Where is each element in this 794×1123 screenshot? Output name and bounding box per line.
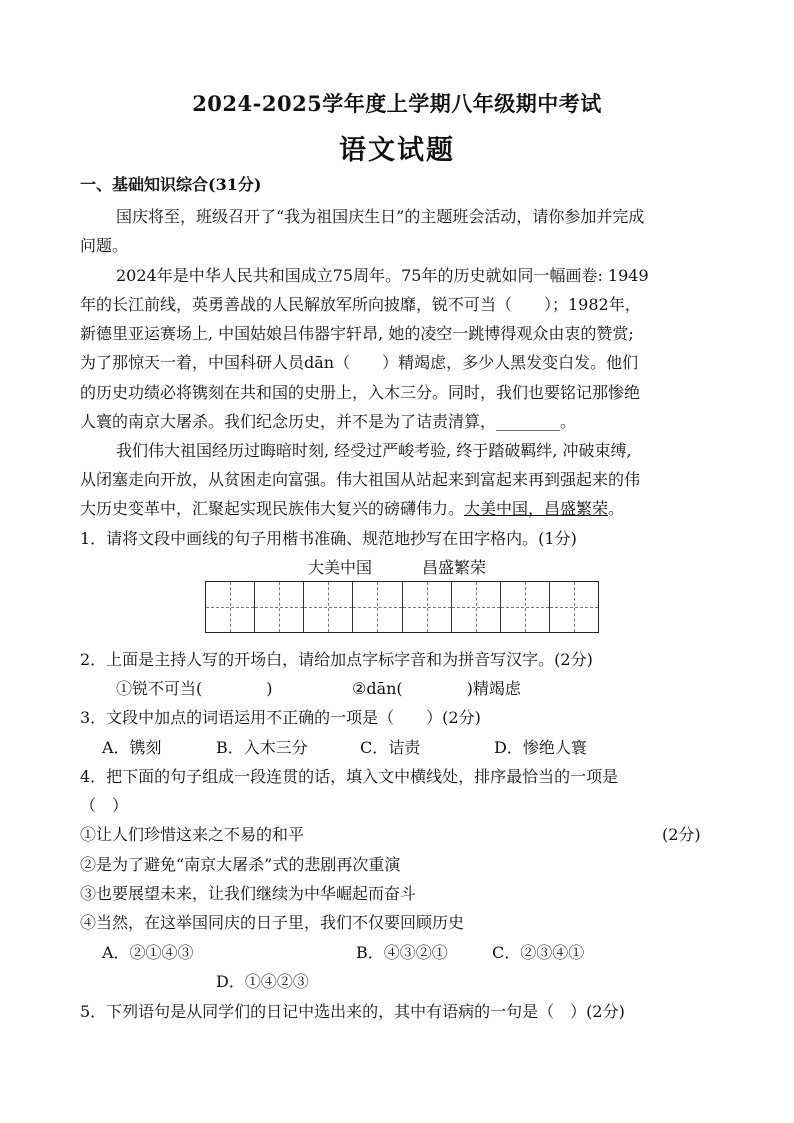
para2-line-1: 我们伟大祖国经历过晦暗时刻, 经受过严峻考验, 终于踏破羁绊, 冲破束缚, xyxy=(116,441,632,460)
exam-title: 2024-2025学年度上学期八年级期中考试 xyxy=(192,91,602,116)
question-1: 1．请将文段中画线的句子用楷书准确、规范地抄写在田字格内。(1分) xyxy=(80,529,577,548)
grid-cell[interactable] xyxy=(452,582,501,632)
q4-score: (2分) xyxy=(662,825,701,844)
para2-end: 。 xyxy=(608,499,625,518)
underlined-sentence: 大美中国，昌盛繁荣 xyxy=(464,499,609,518)
grid-cell[interactable] xyxy=(206,582,255,632)
q3-option-c: C．诘责 xyxy=(360,738,421,757)
q4-option-d: D．①④②③ xyxy=(216,972,309,991)
q4-sentence-3: ③也要展望未来，让我们继续为中华崛起而奋斗 xyxy=(80,884,417,903)
question-2: 2．上面是主持人写的开场白，请给加点字标字音和为拼音写汉字。(2分) xyxy=(80,650,593,669)
q3-option-b: B．入木三分 xyxy=(216,738,308,757)
para1-line-1: 2024年是中华人民共和国成立75周年。75年的历史就如同一幅画卷: 1949 xyxy=(116,266,649,285)
subject-title: 语文试题 xyxy=(339,135,455,166)
grid-cell[interactable] xyxy=(255,582,304,632)
q4-bracket: （ ） xyxy=(80,796,129,815)
q4-sentence-1: ①让人们珍惜这来之不易的和平 xyxy=(80,825,305,844)
question-3: 3．文段中加点的词语运用不正确的一项是（ ）(2分) xyxy=(80,708,481,727)
intro-line-2: 问题。 xyxy=(80,236,129,255)
tianzige-grid[interactable] xyxy=(205,581,599,633)
q2-item-a: ①锐不可当( ) xyxy=(116,679,273,698)
para2-line-2: 从闭塞走向开放，从贫困走向富强。伟大祖国从站起来到富起来再到强起来的伟 xyxy=(80,470,641,489)
para1-line-3: 新德里亚运赛场上, 中国姑娘吕伟器宇轩昂, 她的凌空一跳博得观众由衷的赞赏; xyxy=(80,324,634,343)
grid-cell[interactable] xyxy=(403,582,452,632)
q4-option-c: C．②③④① xyxy=(492,943,585,962)
q4-sentence-2: ②是为了避免“南京大屠杀”式的悲剧再次重演 xyxy=(80,855,401,874)
q4-sentence-4: ④当然，在这举国同庆的日子里，我们不仅要回顾历史 xyxy=(80,913,465,932)
q4-option-b: B．④③②① xyxy=(356,943,448,962)
grid-cell[interactable] xyxy=(353,582,402,632)
q2-item-b: ②dān( )精竭虑 xyxy=(352,679,521,698)
para1-line-4: 为了那惊天一着，中国科研人员dān（ ）精竭虑，多少人黑发变白发。他们 xyxy=(80,353,639,372)
q3-option-d: D．惨绝人寰 xyxy=(494,738,587,757)
grid-cell[interactable] xyxy=(501,582,550,632)
intro-line-1: 国庆将至，班级召开了“我为祖国庆生日”的主题班会活动，请你参加并完成 xyxy=(116,207,645,226)
para1-line-6: 人寰的南京大屠杀。我们纪念历史，并不是为了诘责清算，________。 xyxy=(80,412,577,431)
grid-cell[interactable] xyxy=(304,582,353,632)
para1-line-2: 年的长江前线，英勇善战的人民解放军所向披靡，锐不可当（ ）；1982年， xyxy=(80,295,641,314)
section-heading: 一、基础知识综合(31分) xyxy=(80,175,262,194)
grid-cell[interactable] xyxy=(550,582,598,632)
sample-phrase-1: 大美中国 xyxy=(308,558,373,577)
q3-option-a: A．镌刻 xyxy=(102,738,162,757)
sample-phrase-2: 昌盛繁荣 xyxy=(422,558,487,577)
question-5: 5．下列语句是从同学们的日记中选出来的，其中有语病的一句是（ ）(2分) xyxy=(80,1002,625,1021)
para2-line-3 xyxy=(80,496,624,519)
para1-line-5: 的历史功绩必将镌刻在共和国的史册上，入木三分。同时，我们也要铭记那惨绝 xyxy=(80,383,641,402)
question-4: 4．把下面的句子组成一段连贯的话，填入文中横线处，排序最恰当的一项是 xyxy=(80,767,619,786)
q4-option-a: A．②①④③ xyxy=(102,943,194,962)
para2-line-3-text: 大历史变革中，汇聚起实现民族伟大复兴的磅礴伟力。 xyxy=(80,499,465,518)
